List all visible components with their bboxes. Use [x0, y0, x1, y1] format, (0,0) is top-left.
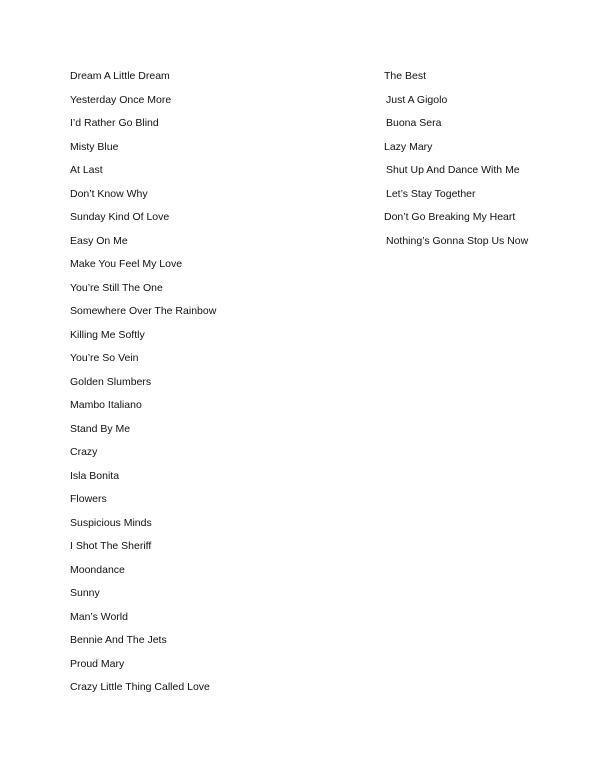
song-item: At Last — [70, 164, 103, 176]
song-item: Sunday Kind Of Love — [70, 211, 170, 223]
song-item: You’re So Vein — [70, 352, 139, 364]
song-item: Lazy Mary — [384, 140, 433, 153]
song-item: Suspicious Minds — [70, 516, 152, 529]
song-item: Somewhere Over The Rainbow — [70, 305, 217, 317]
song-item: Buona Sera — [386, 117, 442, 129]
song-item: Dream A Little Dream — [70, 70, 170, 82]
song-item: Mambo Italiano — [70, 399, 142, 411]
song-item: Make You Feel My Love — [70, 258, 183, 270]
song-item: Crazy Little Thing Called Love — [70, 681, 210, 693]
song-item: Crazy — [70, 446, 98, 458]
song-list-left — [70, 67, 360, 702]
song-item: Shut Up And Dance With Me — [386, 164, 520, 176]
song-item: I’d Rather Go Blind — [70, 117, 159, 129]
song-item: Flowers — [70, 493, 107, 505]
song-item: Bennie And The Jets — [70, 634, 167, 646]
song-item: Misty Blue — [70, 140, 119, 153]
song-item: Golden Slumbers — [70, 375, 152, 388]
song-item: Stand By Me — [70, 422, 131, 435]
song-item: Moondance — [70, 563, 125, 576]
song-item: Nothing’s Gonna Stop Us Now — [386, 234, 529, 247]
song-item: Yesterday Once More — [70, 93, 172, 106]
song-item: Don’t Go Breaking My Heart — [384, 211, 516, 223]
song-item: The Best — [384, 70, 427, 82]
song-item: Let’s Stay Together — [386, 187, 476, 200]
song-item: Don’t Know Why — [70, 187, 148, 200]
song-item: I Shot The Sheriff — [70, 540, 152, 552]
song-item: Sunny — [70, 587, 100, 599]
song-list-right — [384, 67, 584, 255]
song-item: Man’s World — [70, 610, 128, 623]
song-item: Just A Gigolo — [386, 93, 448, 106]
song-item: Proud Mary — [70, 657, 125, 670]
song-item: Killing Me Softly — [70, 328, 145, 341]
song-item: Isla Bonita — [70, 469, 120, 482]
song-item: You’re Still The One — [70, 281, 163, 294]
song-item: Easy On Me — [70, 234, 128, 247]
